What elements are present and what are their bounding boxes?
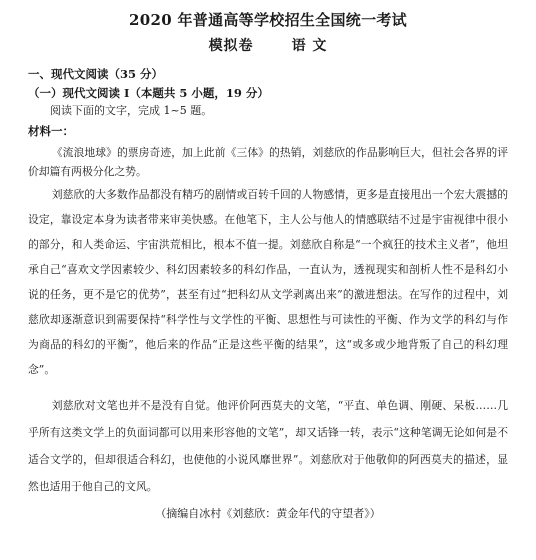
source-citation: （摘编自冰村《刘慈欣：黄金年代的守望者》）	[155, 507, 381, 520]
reading-instruction: 阅读下面的文字，完成 1~5 题。	[50, 104, 213, 117]
section-heading: 一、现代文阅读（35 分）	[28, 67, 164, 81]
exam-subtitle	[28, 36, 508, 56]
paragraph-3: 刘慈欣对文笔也并不是没有自觉。他评价阿西莫夫的文笔，“平直、单色调、刚硬、呆板……几乎所有这类文学上的负面词都可以用来形容他的文笔”，却又话锋一转，表示“这种笔调无论如何是不适合文学的，但却很适合科幻，也使他的小说风靡世界”。刘慈欣对于他敬仰的阿西莫夫的描述，显然也适用于他自己的文风。	[28, 399, 508, 493]
paragraph-2: 刘慈欣的大多数作品都没有精巧的剧情或百转千回的人物感情，更多是直接甩出一个宏大震撼的设定，靠设定本身为读者带来审美快感。在他笔下，主人公与他人的情感联结不过是宇宙视律中很小的部分，和人类命运、宇宙洪荒相比，根本不值一提。刘慈欣自称是“一个疯狂的技术主义者”，他坦承自己“喜欢文学因素较少、科幻因素较多的科幻作品，一直认为，透视现实和剖析人性不是科幻小说的任务，更不是它的优势”，甚至有过“把科幻从文学剥离出来”的激进想法。在写作的过程中，刘慈欣却逐渐意识到需要保持“科学性与文学性的平衡、思想性与可读性的平衡、作为文学的科幻与作为商品的科幻的平衡”，他后来的作品“正是这些平衡的结果”，这“或多或少地背叛了自己的科幻理念”。	[28, 188, 508, 376]
paragraph-1: 《流浪地球》的票房奇迹，加上此前《三体》的热销，刘慈欣的作品影响巨大，但社会各界的评价却篇有两极分化之势。	[28, 146, 508, 178]
subsection-heading: （一）现代文阅读 I（本题共 5 小题，19 分）	[28, 86, 269, 100]
subject-label: 语 文	[291, 38, 328, 54]
exam-title: 2020 年普通高等学校招生全国统一考试	[129, 11, 407, 29]
material-label: 材料一：	[28, 124, 74, 138]
exam-type-label: 模拟卷	[208, 38, 254, 54]
